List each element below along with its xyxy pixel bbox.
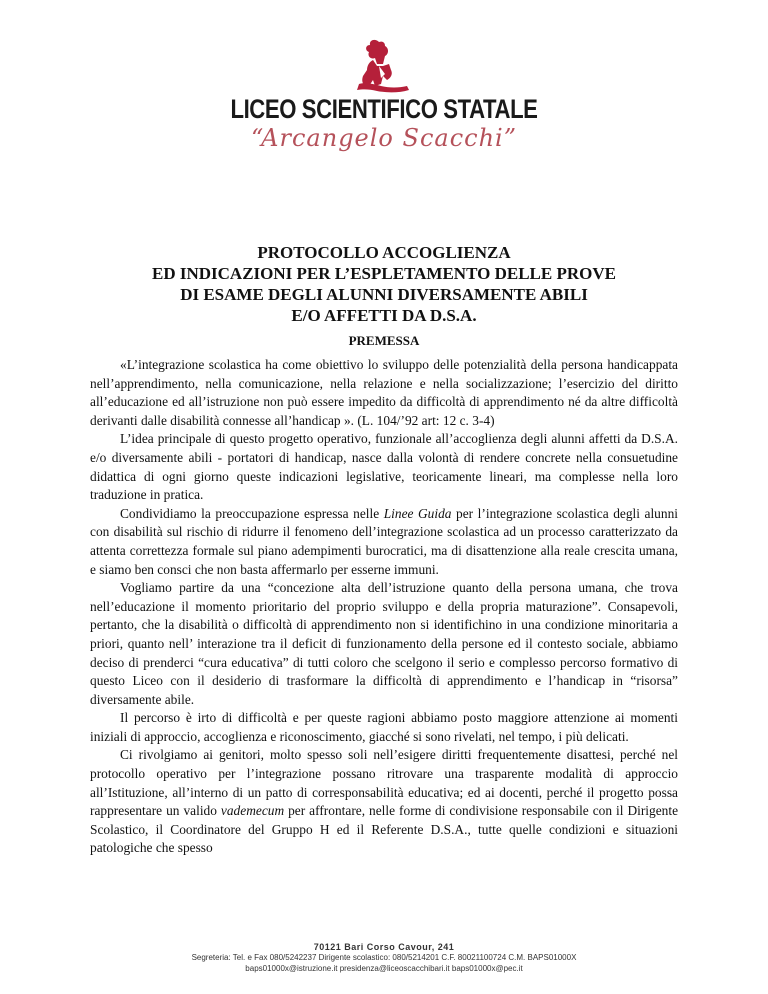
school-name: LICEO SCIENTIFICO STATALE bbox=[230, 94, 538, 124]
title-line: ED INDICAZIONI PER L’ESPLETAMENTO DELLE PROVE bbox=[152, 264, 616, 283]
document-title bbox=[60, 242, 708, 326]
paragraph: Ci rivolgiamo ai genitori, molto spesso soli nell’esigere diritti frequentemente disattesi, perché nel protocollo operativo per l’integrazione possano ritrovare una trasparente modalità di approccio all’Istituzione, all’interno di un patto di corresponsabilità educativa; ed ai docenti, perché il progetto possa rappresentare un valido vademecum per affrontare, nelle forme di condivisione responsabile con il Dirigente Scolastico, il Coordinatore del Gruppo H ed il Referente D.S.A., tutte quelle condizioni e situazioni patologiche che spesso bbox=[90, 747, 679, 856]
paragraph: Condividiamo la preoccupazione espressa nelle Linee Guida per l’integrazione scolastica degli alunni con disabilità sul rischio di ridurre il fenomeno dell’integrazione scolastica ad un processo caratterizzato da attenta correttezza formale sul piano adempimenti burocratici, ma di disattenzione alla reale crescita umana, e siamo ben consci che non basta affermarlo per esserne immuni. bbox=[90, 505, 678, 577]
paragraph: «L’integrazione scolastica ha come obiettivo lo sviluppo delle potenzialità della persona handicappata nell’apprendimento, nella comunicazione, nella relazione e nella socializzazione; l’esercizio del diritto all’educazione ed all’istruzione non può essere impedito da difficoltà di apprendimento né da altre difficoltà derivanti dalle disabilità connesse all’handicap ». (L. 104/’92 art: 12 c. 3-4) bbox=[90, 357, 678, 428]
section-heading: PREMESSA bbox=[348, 333, 420, 348]
title-line: PROTOCOLLO ACCOGLIENZA bbox=[257, 243, 511, 262]
title-line: DI ESAME DEGLI ALUNNI DIVERSAMENTE ABILI bbox=[180, 285, 588, 304]
footer-emails: baps01000x@istruzione.it presidenza@liceoscacchibari.it baps01000x@pec.it bbox=[245, 964, 523, 973]
footer-contacts: Segreteria: Tel. e Fax 080/5242237 Dirigente scolastico: 080/5214201 C.F. 80021100724 C.M. BAPS01000X bbox=[191, 953, 577, 962]
document-body bbox=[90, 356, 678, 858]
page-footer bbox=[0, 942, 768, 974]
school-logo bbox=[0, 36, 768, 96]
school-subtitle: “Arcangelo Scacchi” bbox=[251, 124, 517, 152]
paragraph: Il percorso è irto di difficoltà e per queste ragioni abbiamo posto maggiore attenzione ai momenti iniziali di approccio, accoglienza e riconoscimento, giacché si sono rivelati, nel tempo, i più delicati. bbox=[90, 710, 678, 744]
title-line: E/O AFFETTI DA D.S.A. bbox=[291, 306, 477, 325]
footer-address: 70121 Bari Corso Cavour, 241 bbox=[313, 942, 455, 952]
scholar-bust-icon bbox=[349, 36, 419, 96]
paragraph: Vogliamo partire da una “concezione alta dell’istruzione quanto della persona umana, che trova nell’educazione il momento prioritario del proprio sviluppo e della propria maturazione”. Consapevoli, pertanto, che la disabilità o difficoltà di apprendimento non si identifichino in una condizione minoritaria a priori, quanto nell’ interazione tra il deficit di funzionamento della persone ed il contesto sociale, abbiamo deciso di prenderci “cura educativa” di tutti coloro che scelgono il serio e complesso percorso formativo di questo Liceo con il desiderio di trasformare la difficoltà di apprendimento e l’handicap in “risorsa” diversamente abile. bbox=[90, 580, 678, 707]
paragraph: L’idea principale di questo progetto operativo, funzionale all’accoglienza degli alunni affetti da D.S.A. e/o diversamente abili - portatori di handicap, nasce dalla volontà di rendere concrete nella consuetudine didattica di ogni giorno queste indicazioni legislative, teoricamente lineari, ma complesse nella loro traduzione in pratica. bbox=[90, 431, 678, 503]
